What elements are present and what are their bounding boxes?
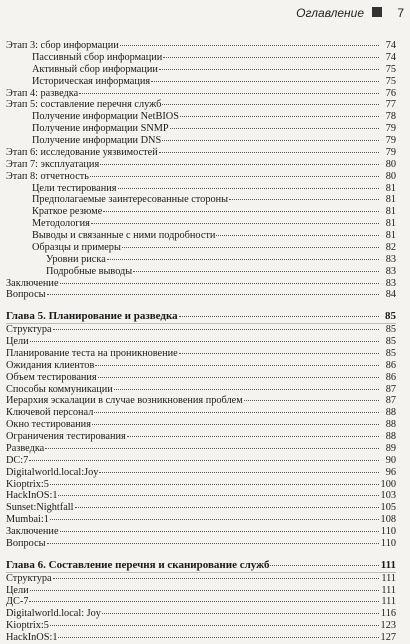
toc-entry-page-number: 90 <box>385 454 396 466</box>
toc-entry-page-number: 79 <box>385 123 396 135</box>
toc-entry <box>6 455 396 467</box>
toc-entry <box>6 52 396 64</box>
toc-entry-page-number: 85 <box>385 324 396 336</box>
dot-leader <box>216 235 379 236</box>
dot-leader <box>114 389 379 390</box>
toc-entry <box>6 159 396 171</box>
toc-entry-page-number: 110 <box>380 537 396 549</box>
toc-entry <box>6 218 396 230</box>
toc-entry-page-number: 88 <box>385 419 396 431</box>
toc-entry-title: Выводы и связанные с ними подробности <box>32 230 216 241</box>
dot-leader <box>53 578 379 579</box>
toc-entry-title: HackInOS:1 <box>6 632 58 643</box>
toc-entry-page-number: 105 <box>380 502 396 514</box>
toc-entry <box>6 526 396 538</box>
dot-leader <box>151 81 379 82</box>
toc-entry-page-number: 81 <box>385 206 396 218</box>
dot-leader <box>60 531 379 532</box>
toc-entry-page-number: 83 <box>385 265 396 277</box>
toc-entry-title: Историческая информация <box>32 75 151 87</box>
toc-entry-page-number: 111 <box>381 572 396 584</box>
dot-leader <box>47 543 379 544</box>
toc-entry <box>6 278 396 290</box>
chapter-page-number: 85 <box>385 310 396 323</box>
toc-entry-title: Структура <box>6 572 52 584</box>
toc-entry <box>6 502 396 514</box>
header-square-marker <box>372 7 382 17</box>
toc-entry-page-number: 83 <box>385 277 396 289</box>
toc-entry <box>6 88 396 100</box>
toc-entry <box>6 266 396 278</box>
chapter-page-number: 111 <box>380 558 396 571</box>
toc-entry-title: Ключевой персонал <box>6 407 94 419</box>
toc-entry-title: Планирование теста на проникновение <box>6 347 178 359</box>
toc-entry-page-number: 82 <box>385 241 396 253</box>
toc-entry-title: Активный сбор информации <box>32 63 158 75</box>
toc-entry-page-number: 110 <box>380 526 396 537</box>
toc-entry <box>6 620 396 632</box>
toc-entry-title: Получение информации NetBIOS <box>32 111 179 123</box>
toc-entry <box>6 431 396 443</box>
toc-entry-title: Уровни риска <box>46 253 106 265</box>
toc-entry-page-number: 74 <box>385 51 396 63</box>
dot-leader <box>91 223 379 224</box>
dot-leader <box>179 316 379 317</box>
toc-entry-page-number: 80 <box>385 170 396 182</box>
chapter-heading <box>6 560 396 572</box>
toc-entry-title: Ограничения тестирования <box>6 431 126 442</box>
page-number: 7 <box>397 6 404 20</box>
dot-leader <box>50 484 379 485</box>
toc-entry-page-number: 81 <box>385 230 396 241</box>
dot-leader <box>122 247 379 248</box>
toc-entry-page-number: 84 <box>385 289 396 301</box>
toc-entry <box>6 99 396 111</box>
toc-entry-title: Окно тестирования <box>6 419 91 431</box>
dot-leader <box>29 460 379 461</box>
chapter-title: Глава 6. Составление перечня и сканирование служб <box>6 558 270 571</box>
toc-entry <box>6 632 396 644</box>
toc-entry <box>6 372 396 384</box>
dot-leader <box>229 199 379 200</box>
toc-entry-title: Методология <box>32 218 90 230</box>
toc-entry-page-number: 88 <box>385 431 396 442</box>
toc-entry <box>6 336 396 348</box>
toc-entry <box>6 395 396 407</box>
dot-leader <box>244 400 379 401</box>
toc-entry <box>6 538 396 550</box>
toc-entry-page-number: 79 <box>385 135 396 146</box>
dot-leader <box>60 283 379 284</box>
toc-entry-title: Пассивный сбор информации <box>32 51 163 63</box>
toc-entry-title: Kioptrix:5 <box>6 620 49 632</box>
dot-leader <box>45 448 379 449</box>
dot-leader <box>127 436 379 437</box>
toc-entry <box>6 135 396 147</box>
toc-entry-title: Цели <box>6 584 29 596</box>
toc-entry-title: Разведка <box>6 442 45 454</box>
toc-entry-title: Этап 4: разведка <box>6 87 79 99</box>
toc-entry <box>6 384 396 396</box>
dot-leader <box>99 472 379 473</box>
chapter-title: Глава 5. Планирование и разведка <box>6 310 178 323</box>
toc-entry-page-number: 80 <box>385 158 396 170</box>
toc-entry <box>6 254 396 266</box>
dot-leader <box>47 294 379 295</box>
toc-entry <box>6 360 396 372</box>
dot-leader <box>159 69 379 70</box>
toc-entry-title: Этап 7: эксплуатация <box>6 158 100 170</box>
toc-entry-page-number: 75 <box>385 75 396 87</box>
toc-entry-title: Вопросы <box>6 537 46 549</box>
toc-entry-title: Digitalworld.local: Joy <box>6 608 101 620</box>
toc-entry <box>6 40 396 52</box>
toc-entry-title: Этап 6: исследование уязвимостей <box>6 146 158 158</box>
dot-leader <box>53 329 379 330</box>
toc-entry-page-number: 100 <box>380 478 396 490</box>
toc-entry-page-number: 86 <box>385 371 396 383</box>
toc-entry-page-number: 87 <box>385 395 396 407</box>
toc-entry-page-number: 81 <box>385 182 396 194</box>
toc-entry <box>6 608 396 620</box>
toc-entry-title: Mumbai:1 <box>6 514 49 526</box>
dot-leader <box>163 57 379 58</box>
dot-leader <box>50 625 379 626</box>
toc-entry-title: Digitalworld.local:Joy <box>6 466 99 478</box>
toc-entry-page-number: 89 <box>385 442 396 454</box>
dot-leader <box>133 271 379 272</box>
toc-entry-page-number: 86 <box>385 359 396 371</box>
toc-entry-page-number: 123 <box>380 620 396 632</box>
dot-leader <box>79 93 379 94</box>
toc-entry <box>6 242 396 254</box>
toc-entry-title: Образцы и примеры <box>32 241 121 253</box>
dot-leader <box>159 152 379 153</box>
toc-entry-title: Краткое резюме <box>32 206 103 218</box>
dot-leader <box>94 412 379 413</box>
toc-entry-title: Цели тестирования <box>32 182 117 194</box>
toc-entry-page-number: 87 <box>385 383 396 395</box>
toc-entry <box>6 514 396 526</box>
toc-entry-title: Заключение <box>6 526 59 537</box>
chapter-heading <box>6 311 396 323</box>
toc-entry-page-number: 81 <box>385 194 396 206</box>
toc-entry-page-number: 79 <box>385 146 396 158</box>
toc-entry <box>6 419 396 431</box>
toc-entry-page-number: 103 <box>380 490 396 502</box>
toc-entry-page-number: 127 <box>380 632 396 643</box>
toc-entry-title: Структура <box>6 324 52 336</box>
toc-entry-title: Получение информации SNMP <box>32 123 169 135</box>
dot-leader <box>58 637 379 638</box>
toc-entry-title: Kioptrix:5 <box>6 478 49 490</box>
toc-entry <box>6 76 396 88</box>
toc-entry-page-number: 96 <box>385 466 396 478</box>
dot-leader <box>120 45 379 46</box>
dot-leader <box>162 104 379 105</box>
dot-leader <box>170 128 379 129</box>
toc-entry <box>6 596 396 608</box>
toc-entry <box>6 111 396 123</box>
dot-leader <box>102 613 379 614</box>
dot-leader <box>58 495 379 496</box>
dot-leader <box>118 188 380 189</box>
running-title: Оглавление <box>296 6 364 20</box>
toc-entry <box>6 206 396 218</box>
toc-entry <box>6 585 396 597</box>
dot-leader <box>100 164 379 165</box>
toc-entry <box>6 194 396 206</box>
toc-entry-title: Этап 8: отчетность <box>6 170 89 182</box>
toc-entry <box>6 147 396 159</box>
dot-leader <box>107 259 379 260</box>
toc-entry-page-number: 76 <box>385 87 396 99</box>
toc-entry <box>6 467 396 479</box>
toc-entry-page-number: 88 <box>385 407 396 419</box>
toc-entry-title: Получение информации DNS <box>32 135 162 146</box>
toc-entry <box>6 230 396 242</box>
toc-entry-title: Цели <box>6 336 29 347</box>
dot-leader <box>95 365 379 366</box>
toc-entry-page-number: 85 <box>385 347 396 359</box>
dot-leader <box>92 424 379 425</box>
dot-leader <box>90 176 379 177</box>
toc-entry <box>6 573 396 585</box>
toc-entry-page-number: 81 <box>385 218 396 230</box>
dot-leader <box>98 377 379 378</box>
toc-entry <box>6 183 396 195</box>
dot-leader <box>29 601 379 602</box>
toc-entry <box>6 407 396 419</box>
dot-leader <box>179 353 379 354</box>
toc-entry-page-number: 75 <box>385 63 396 75</box>
toc-entry-page-number: 111 <box>381 596 396 608</box>
toc-entry <box>6 348 396 360</box>
toc-entry <box>6 443 396 455</box>
toc-entry-title: Иерархия эскалации в случае возникновения проблем <box>6 395 243 407</box>
dot-leader <box>103 211 379 212</box>
dot-leader <box>50 519 379 520</box>
toc-entry-title: Заключение <box>6 277 59 289</box>
toc-entry-page-number: 108 <box>380 514 396 526</box>
toc-entry <box>6 64 396 76</box>
toc-entry-title: Объем тестирования <box>6 371 97 383</box>
toc-entry-title: Вопросы <box>6 289 46 301</box>
page-header <box>0 0 410 24</box>
toc-entry-title: Sunset:Nightfall <box>6 502 74 514</box>
toc-entry-title: Предполагаемые заинтересованные стороны <box>32 194 229 206</box>
toc-entry <box>6 289 396 301</box>
toc-entry-title: ДС-7 <box>6 596 29 608</box>
toc-entry-page-number: 74 <box>385 40 396 51</box>
toc-entry-page-number: 111 <box>381 584 396 596</box>
table-of-contents <box>6 40 396 644</box>
toc-entry-page-number: 78 <box>385 111 396 123</box>
toc-entry-title: DC:7 <box>6 454 29 466</box>
toc-entry-title: Этап 3: сбор информации <box>6 40 119 51</box>
toc-entry-title: Способы коммуникации <box>6 383 113 395</box>
toc-entry-page-number: 77 <box>385 99 396 111</box>
toc-entry <box>6 123 396 135</box>
toc-entry-title: Ожидания клиентов <box>6 359 95 371</box>
toc-entry <box>6 171 396 183</box>
dot-leader <box>162 140 379 141</box>
toc-entry-page-number: 116 <box>380 608 396 620</box>
dot-leader <box>30 341 379 342</box>
dot-leader <box>75 507 380 508</box>
dot-leader <box>270 565 379 566</box>
toc-entry <box>6 324 396 336</box>
dot-leader <box>180 116 379 117</box>
toc-entry <box>6 490 396 502</box>
toc-entry-title: Подробные выводы <box>46 265 133 277</box>
toc-entry-title: Этап 5: составление перечня служб <box>6 99 162 111</box>
dot-leader <box>30 590 379 591</box>
toc-entry <box>6 479 396 491</box>
toc-entry-page-number: 85 <box>385 336 396 347</box>
toc-entry-title: HackInOS:1 <box>6 490 58 502</box>
toc-entry-page-number: 83 <box>385 253 396 265</box>
